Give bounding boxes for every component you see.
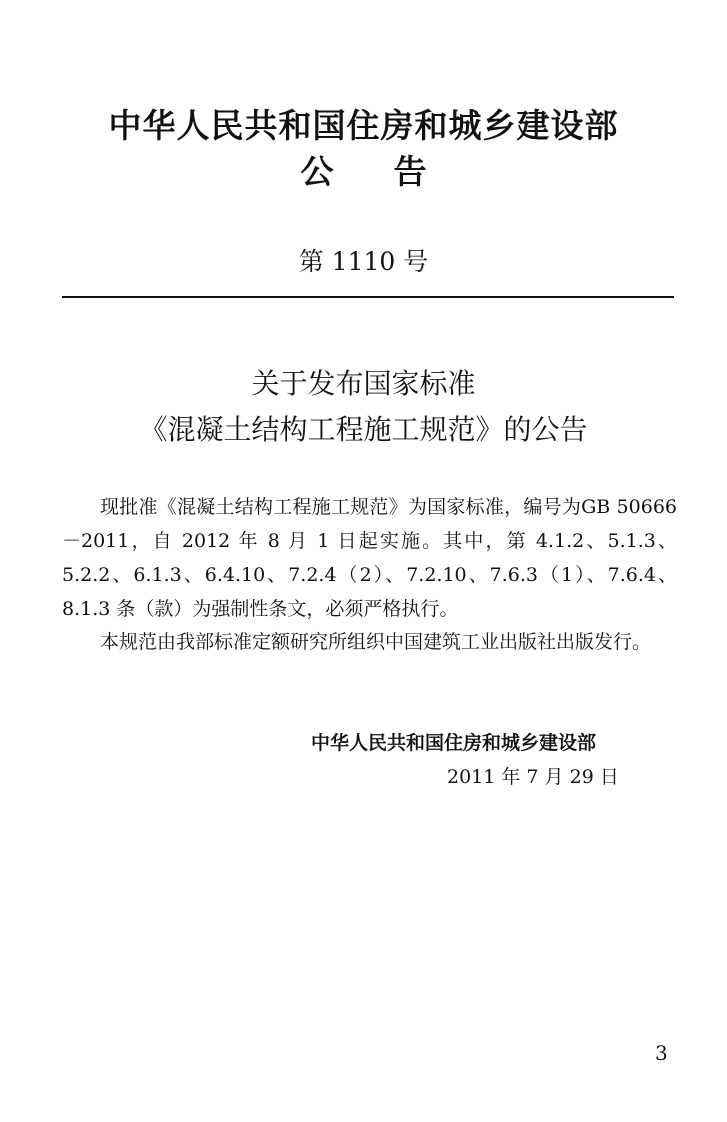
signature-date: 2011 年 7 月 29 日 xyxy=(447,766,619,788)
announcement-number: 第 1110 号 xyxy=(298,247,429,276)
signature-organization: 中华人民共和国住房和城乡建设部 xyxy=(311,732,597,754)
paragraph-2-text: 本规范由我部标准定额研究所组织中国建筑工业出版社出版发行。 xyxy=(100,631,652,653)
page-number: 3 xyxy=(655,1041,668,1065)
subject-line-1: 关于发布国家标准 xyxy=(251,367,476,400)
ministry-title: 中华人民共和国住房和城乡建设部 xyxy=(108,106,619,145)
subject-line-2: 《混凝土结构工程施工规范》的公告 xyxy=(139,413,588,446)
notice-title: 公告 xyxy=(300,152,487,191)
body-paragraph-1 xyxy=(62,490,677,626)
paragraph-1-text: 现批准《混凝土结构工程施工规范》为国家标准，编号为GB 50666－2011，自 2012 年 8 月 1 日起实施。其中，第 4.1.2、5.1.3、5.2.2、6.1.3、6.4.10、7.2.4（2）、7.2.10、7.6.3（1）、7.6.4、8.1.3 条（款）为强制性条文，必须严格执行。 xyxy=(62,496,677,620)
body-paragraph-2 xyxy=(62,625,677,659)
header-divider xyxy=(62,296,674,298)
